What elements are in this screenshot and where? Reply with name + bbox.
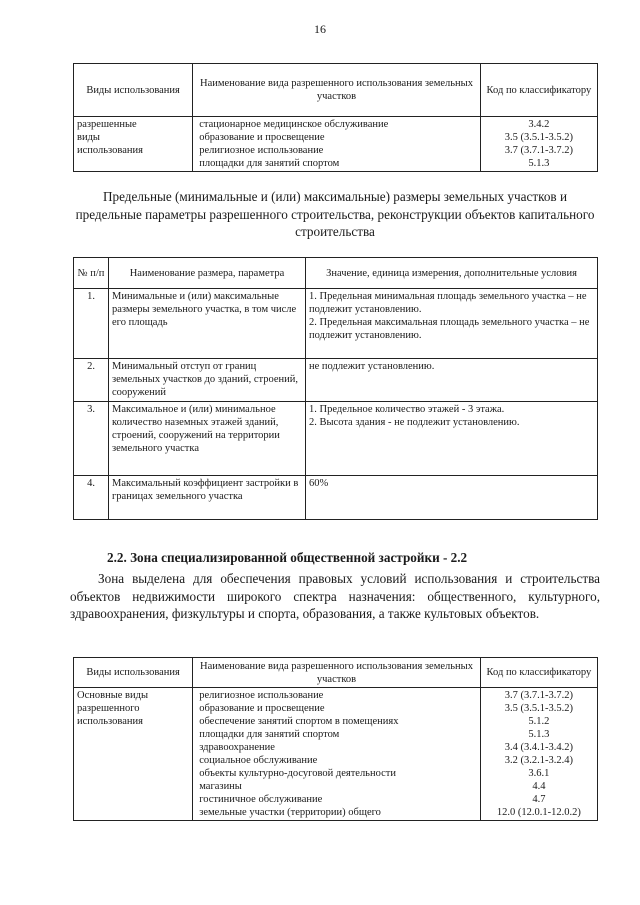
use-code: 3.4 (3.4.1-3.4.2) [504, 742, 573, 753]
use-code: 5.1.2 [528, 716, 550, 727]
value-line: 2. Высота здания - не подлежит установлению. [309, 417, 520, 428]
category-line: виды [77, 132, 100, 143]
parameter-row [74, 359, 598, 402]
parameter-value [306, 476, 598, 520]
use-name: гостиничное обслуживание [199, 794, 323, 805]
use-name: обеспечение занятий спортом в помещениях [199, 716, 399, 727]
use-name: объекты культурно-досуговой деятельности [199, 768, 396, 779]
use-name: земельные участки (территории) общего [199, 807, 381, 818]
use-code: 4.4 [532, 781, 546, 792]
category-line: использования [77, 716, 143, 727]
use-category [74, 688, 193, 821]
use-code: 5.1.3 [528, 158, 550, 169]
use-name: религиозное использование [199, 145, 324, 156]
parameter-value [306, 402, 598, 476]
header-code: Код по классификатору [480, 658, 597, 688]
section-paragraph: Зона выделена для обеспечения правовых условий использования и строительства объектов недвижимости широкого спектра назначения: общественного, культурного, здравоохранения, физкультуры и спорта, образования, а также культовых объектов. [70, 571, 600, 622]
table-permitted-uses-zone [73, 657, 598, 821]
parameter-value [306, 289, 598, 359]
use-names [193, 688, 481, 821]
use-name: стационарное медицинское обслуживание [199, 119, 389, 130]
use-code: 3.7 (3.7.1-3.7.2) [504, 145, 573, 156]
header-code: Код по классификатору [480, 64, 597, 117]
parameter-row [74, 402, 598, 476]
parameter-name: Минимальные и (или) максимальные размеры земельного участка, в том числе его площадь [109, 289, 306, 359]
category-line: разрешенные [77, 119, 137, 130]
header-number: № п/п [74, 258, 109, 289]
parameter-name: Максимальное и (или) минимальное количество наземных этажей зданий, строений, сооружений на территории земельного участка [109, 402, 306, 476]
limits-heading: Предельные (минимальные и (или) максимальные) размеры земельных участков и предельные параметры разрешенного строительства, реконструкции объектов капитального строительства [75, 189, 595, 239]
value-line: 2. Предельная максимальная площадь земельного участка – не подлежит установлению. [309, 317, 590, 341]
parameter-row [74, 289, 598, 359]
header-parameter: Наименование размера, параметра [109, 258, 306, 289]
use-code: 3.7 (3.7.1-3.7.2) [504, 690, 573, 701]
category-line: использования [77, 145, 143, 156]
use-codes [480, 688, 597, 821]
use-name: площадки для занятий спортом [199, 729, 340, 740]
use-code: 3.5 (3.5.1-3.5.2) [504, 703, 573, 714]
use-name: социальное обслуживание [199, 755, 318, 766]
use-names [193, 117, 481, 172]
value-line: 1. Предельное количество этажей - 3 этажа. [309, 404, 505, 415]
use-name: образование и просвещение [199, 132, 325, 143]
page-number: 16 [314, 22, 326, 36]
use-code: 3.6.1 [528, 768, 550, 779]
row-number: 1. [74, 289, 109, 359]
use-code: 5.1.3 [528, 729, 550, 740]
value-line: 60% [309, 478, 329, 489]
header-use-types: Виды использования [74, 64, 193, 117]
table-parameters [73, 257, 598, 520]
use-category [74, 117, 193, 172]
use-name: религиозное использование [199, 690, 324, 701]
value-line: не подлежит установлению. [309, 361, 435, 372]
category-line: Основные виды [77, 690, 149, 701]
use-codes [480, 117, 597, 172]
header-use-name: Наименование вида разрешенного использования земельных участков [193, 64, 481, 117]
table-permitted-uses-top [73, 63, 598, 172]
use-code: 4.7 [532, 794, 546, 805]
header-use-name: Наименование вида разрешенного использования земельных участков [193, 658, 481, 688]
use-name: магазины [199, 781, 242, 792]
use-name: здравоохранение [199, 742, 275, 753]
category-line: разрешенного [77, 703, 140, 714]
parameter-row [74, 476, 598, 520]
use-name: образование и просвещение [199, 703, 325, 714]
use-code: 3.4.2 [528, 119, 550, 130]
header-use-types: Виды использования [74, 658, 193, 688]
parameter-name: Минимальный отступ от границ земельных участков до зданий, строений, сооружений [109, 359, 306, 402]
row-number: 2. [74, 359, 109, 402]
use-code: 3.5 (3.5.1-3.5.2) [504, 132, 573, 143]
row-number: 4. [74, 476, 109, 520]
row-number: 3. [74, 402, 109, 476]
section-title: 2.2. Зона специализированной общественной застройки - 2.2 [107, 550, 468, 565]
use-code: 12.0 (12.0.1-12.0.2) [496, 807, 581, 818]
parameter-name: Максимальный коэффициент застройки в границах земельного участка [109, 476, 306, 520]
header-value: Значение, единица измерения, дополнительные условия [306, 258, 598, 289]
parameter-value [306, 359, 598, 402]
use-code: 3.2 (3.2.1-3.2.4) [504, 755, 573, 766]
value-line: 1. Предельная минимальная площадь земельного участка – не подлежит установлению. [309, 291, 587, 315]
use-name: площадки для занятий спортом [199, 158, 340, 169]
